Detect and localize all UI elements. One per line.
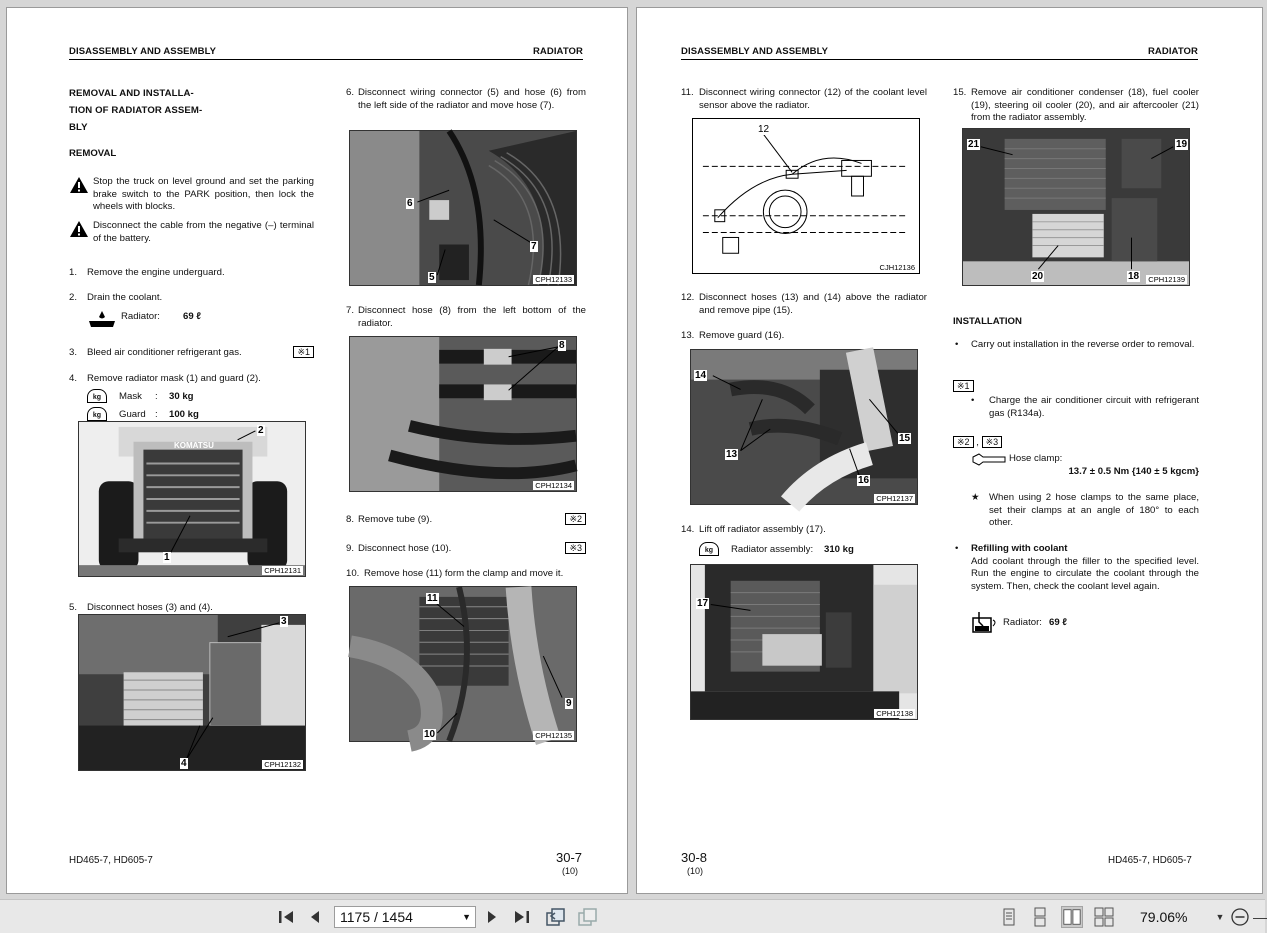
- charge-text: Charge the air conditioner circuit with refrigerant gas (R134a).: [989, 395, 1199, 419]
- warning-1: [69, 176, 314, 214]
- bullet: •: [955, 339, 959, 350]
- mask-weight-value: 30 kg: [169, 391, 194, 402]
- radiator-capacity-value: 69 ℓ: [1049, 617, 1068, 628]
- figure-coolers-18-21: [962, 128, 1190, 286]
- radiator-capacity-value: 69 ℓ: [183, 311, 202, 322]
- figure-wiring-connector-12: [692, 118, 920, 274]
- reference-mark-1-label: ※1: [953, 380, 974, 392]
- page-header: [681, 46, 1198, 60]
- left-document-page: [6, 7, 628, 894]
- step-text: Disconnect wiring connector (12) of the coolant level sensor above the radiator.: [699, 87, 927, 111]
- step-number: 5.: [69, 602, 78, 613]
- callout-9: 9: [566, 698, 572, 709]
- step-number: 8.: [346, 514, 355, 525]
- note-mark-2-3: [953, 436, 1199, 450]
- section-title: DISASSEMBLY AND ASSEMBLY: [681, 46, 829, 57]
- cooler-assembly-illustration: [963, 129, 1189, 285]
- radiator-label: Radiator:: [1003, 617, 1042, 628]
- radiator-assembly-weight-value: 310 kg: [824, 544, 854, 555]
- step-4: [69, 373, 314, 386]
- model-footer: HD465-7, HD605-7: [1108, 855, 1192, 866]
- install-bullet: [953, 339, 1199, 352]
- bullet: •: [955, 543, 959, 554]
- step-text: Remove tube (9).: [358, 514, 433, 525]
- step-number: 11.: [681, 87, 694, 98]
- callout-20: 20: [1032, 271, 1044, 282]
- radiator-assembly-illustration: [691, 565, 917, 719]
- weight-icon: kg: [87, 389, 107, 403]
- mask-label: Mask: [119, 391, 142, 402]
- figure-id: CPH12131: [264, 566, 301, 575]
- zoom-out-icon[interactable]: [1230, 907, 1250, 927]
- weight-icon: kg: [87, 407, 107, 421]
- page-header: [69, 46, 583, 60]
- figure-id: CPH12137: [876, 494, 913, 503]
- step-text: Remove radiator mask (1) and guard (2).: [87, 373, 261, 384]
- step-text: Remove hose (11) form the clamp and move it.: [364, 568, 564, 579]
- warning-icon: [69, 176, 89, 194]
- figure-tube-9-hose-10-11: [349, 586, 577, 742]
- callout-13: 13: [726, 449, 738, 460]
- figure-id: CPH12138: [876, 709, 913, 718]
- topic-title: RADIATOR: [532, 46, 583, 57]
- section-title: DISASSEMBLY AND ASSEMBLY: [69, 46, 217, 57]
- title-line: BLY: [69, 122, 88, 133]
- star-note-text: When using 2 hose clamps to the same place, set their clamps at an angle of 180° to each other.: [989, 492, 1199, 529]
- guard-weight-value: 100 kg: [169, 409, 199, 420]
- step-5: [69, 602, 314, 615]
- step-text: Disconnect hoses (13) and (14) above the radiator and remove pipe (15).: [699, 292, 927, 316]
- title-line: REMOVAL AND INSTALLA-: [69, 88, 194, 99]
- step-number: 9.: [346, 543, 355, 554]
- step-number: 13.: [681, 330, 695, 341]
- topic-title: RADIATOR: [1147, 46, 1198, 57]
- title-line: TION OF RADIATOR ASSEM-: [69, 105, 203, 116]
- continuous-icon[interactable]: [1029, 906, 1051, 928]
- guard-weight: [87, 407, 287, 421]
- refill-section: [953, 543, 1199, 593]
- page-title: [69, 85, 314, 136]
- callout-17: 17: [697, 598, 709, 609]
- separator: ,: [976, 437, 979, 448]
- callout-5: 5: [429, 272, 435, 283]
- callout-14: 14: [695, 370, 707, 381]
- step-text: Drain the coolant.: [87, 292, 163, 303]
- guard-label: Guard: [119, 409, 146, 420]
- figure-id: CPH12132: [264, 760, 301, 769]
- step-11: [681, 87, 927, 112]
- step-text: Bleed air conditioner refrigerant gas.: [87, 347, 242, 358]
- removal-heading: REMOVAL: [69, 148, 117, 159]
- step-8: [346, 514, 586, 527]
- figure-connector-5-hose-6: [349, 130, 577, 286]
- wrench-icon: [971, 453, 1007, 467]
- step-text: Remove the engine underguard.: [87, 267, 225, 278]
- step-1: [69, 267, 314, 280]
- single-page-icon[interactable]: [998, 906, 1020, 928]
- warning-icon: [69, 220, 89, 238]
- star-icon: ★: [971, 492, 980, 503]
- step-number: 7.: [346, 305, 355, 316]
- callout-3: 3: [281, 616, 287, 627]
- step-14: [681, 524, 927, 537]
- next-view-icon[interactable]: [576, 907, 598, 927]
- callout-7: 7: [531, 241, 537, 252]
- zoom-dropdown-icon[interactable]: ▼: [1215, 912, 1225, 922]
- page-revision: (10): [562, 866, 579, 876]
- chevron-down-icon[interactable]: ▼: [462, 912, 471, 922]
- warning-2: [69, 220, 314, 245]
- callout-6: 6: [407, 198, 413, 209]
- note-mark-1: [953, 380, 1199, 394]
- step-13: [681, 330, 927, 343]
- zoom-in-partial-icon[interactable]: —: [1253, 909, 1267, 925]
- coolant-fill-icon: [971, 612, 999, 634]
- separator: :: [155, 409, 158, 420]
- two-page-icon[interactable]: [1061, 906, 1083, 928]
- step-text: Disconnect hose (8) from the left bottom of the radiator.: [358, 305, 586, 329]
- page-number-field[interactable]: [334, 906, 476, 928]
- callout-18: 18: [1128, 271, 1140, 282]
- figure-id: CPH12139: [1148, 275, 1185, 284]
- step-number: 14.: [681, 524, 695, 535]
- wiring-diagram-illustration: [693, 119, 919, 273]
- install-text: Carry out installation in the reverse order to removal.: [971, 339, 1195, 350]
- separator: :: [155, 391, 158, 402]
- reference-mark-3-label: ※3: [982, 436, 1003, 448]
- figure-radiator-assembly-17: [690, 564, 918, 720]
- figure-truck-front: [78, 421, 306, 577]
- callout-12: 12: [758, 124, 770, 135]
- brand-text: KOMATSU: [174, 441, 214, 450]
- radiator-hose-illustration: [350, 587, 576, 741]
- callout-2: 2: [258, 425, 264, 436]
- radiator-left-side-illustration: [350, 131, 576, 285]
- reference-mark-2[interactable]: ※2: [565, 513, 586, 525]
- refill-heading: Refilling with coolant: [971, 543, 1068, 554]
- step-7: [346, 305, 586, 330]
- zoom-level[interactable]: 79.06%: [1140, 909, 1188, 925]
- step-10: [346, 568, 586, 581]
- warning-text: Disconnect the cable from the negative (–) terminal of the battery.: [93, 220, 314, 244]
- callout-4: 4: [181, 758, 187, 769]
- figure-id: CPH12135: [535, 731, 572, 740]
- note-mark-1-text: [971, 395, 1199, 420]
- refill-text: Add coolant through the filler to the specified level. Run the engine to circulate the coolant through the system. Then, check the coolant level again.: [971, 555, 1199, 592]
- step-text: Remove air conditioner condenser (18), fuel cooler (19), steering oil cooler (20), and air aftercooler (21) from the radiator assembly.: [971, 87, 1199, 124]
- step-number: 1.: [69, 267, 78, 278]
- mask-weight: [87, 389, 287, 403]
- radiator-top-illustration: [691, 350, 917, 504]
- callout-19: 19: [1176, 139, 1188, 150]
- callout-1: 1: [164, 552, 170, 563]
- reference-mark-2-label: ※2: [953, 436, 974, 448]
- continuous-two-page-icon[interactable]: [1093, 906, 1115, 928]
- step-6: [346, 87, 586, 112]
- step-number: 12.: [681, 292, 695, 303]
- figure-hoses-13-14: [690, 349, 918, 505]
- figure-id: CPH12134: [535, 481, 572, 490]
- callout-11: 11: [427, 593, 438, 604]
- next-page-icon[interactable]: [483, 907, 501, 927]
- radiator-assembly-label: Radiator assembly:: [731, 544, 814, 555]
- step-number: 3.: [69, 347, 78, 358]
- installation-heading: INSTALLATION: [953, 316, 1022, 327]
- prev-page-icon[interactable]: [306, 907, 324, 927]
- radiator-bottom-illustration: [350, 337, 576, 491]
- radiator-label: Radiator:: [121, 311, 160, 322]
- step-number: 6.: [346, 87, 355, 98]
- step-text: Disconnect hose (10).: [358, 543, 452, 554]
- step-2: [69, 292, 314, 305]
- bullet: •: [971, 395, 975, 406]
- first-page-icon[interactable]: [276, 907, 296, 927]
- step-number: 10.: [346, 568, 360, 579]
- page-number: 30-8: [681, 850, 708, 865]
- last-page-icon[interactable]: [512, 907, 532, 927]
- figure-id: CPH12133: [535, 275, 572, 284]
- radiator-side-illustration: [79, 615, 305, 770]
- weight-icon: kg: [699, 542, 719, 556]
- drain-coolant-icon: [87, 310, 117, 328]
- figure-id: CJH12136: [879, 263, 915, 272]
- model-footer: HD465-7, HD605-7: [69, 855, 153, 866]
- callout-15: 15: [899, 433, 911, 444]
- reference-mark-3[interactable]: ※3: [565, 542, 586, 554]
- step-12: [681, 292, 927, 317]
- step-9: [346, 543, 586, 556]
- viewer-toolbar: [0, 899, 1265, 933]
- radiator-assembly-weight: [699, 542, 919, 556]
- step-text: Disconnect hoses (3) and (4).: [87, 602, 213, 613]
- warning-text: Stop the truck on level ground and set the parking brake switch to the PARK position, then lock the wheels with blocks.: [93, 176, 314, 213]
- step-number: 15.: [953, 87, 967, 98]
- callout-21: 21: [968, 139, 980, 150]
- hose-clamp-torque-value: 13.7 ± 0.5 Nm {140 ± 5 kgcm}: [1068, 466, 1199, 477]
- star-note: [971, 492, 1199, 530]
- hose-clamp-label: Hose clamp:: [1009, 453, 1063, 464]
- right-document-page: [636, 7, 1263, 894]
- figure-hose-8: [349, 336, 577, 492]
- step-number: 2.: [69, 292, 78, 303]
- callout-10: 10: [424, 729, 436, 740]
- step-text: Lift off radiator assembly (17).: [699, 524, 826, 535]
- page-number: 30-7: [556, 850, 583, 865]
- step-text: Disconnect wiring connector (5) and hose (6) from the left side of the radiator and move hose (7).: [358, 87, 586, 111]
- callout-8: 8: [559, 340, 565, 351]
- step-text: Remove guard (16).: [699, 330, 785, 341]
- step-number: 4.: [69, 373, 78, 384]
- callout-16: 16: [858, 475, 870, 486]
- figure-hoses-3-4: [78, 614, 306, 771]
- step-3: [69, 347, 314, 360]
- step-15: [953, 87, 1199, 125]
- reference-mark-1[interactable]: ※1: [293, 346, 314, 358]
- page-number-value: 1175 / 1454: [340, 909, 413, 925]
- page-revision: (10): [687, 866, 704, 876]
- previous-view-icon[interactable]: [544, 907, 566, 927]
